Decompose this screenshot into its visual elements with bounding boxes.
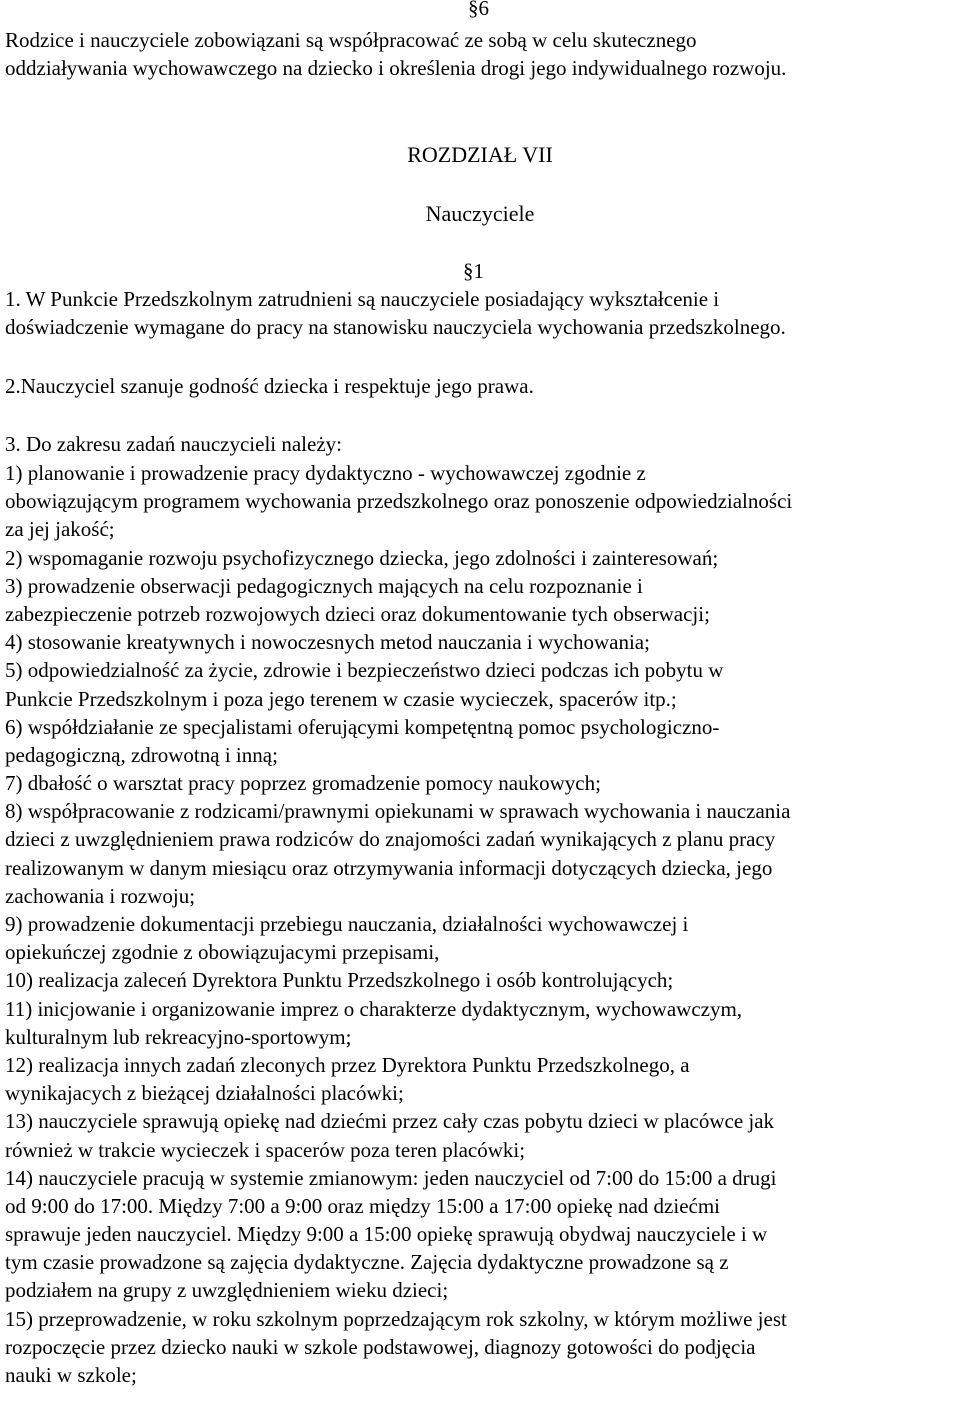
list-line: 5) odpowiedzialność za życie, zdrowie i bezpieczeństwo dzieci podczas ich pobytu w [5,658,724,683]
point-3-list [5,459,957,1389]
list-line: tym czasie prowadzone są zajęcia dydaktyczne. Zajęcia dydaktyczne prowadzone są z [5,1250,729,1275]
text-line: doświadczenie wymagane do pracy na stanowisku nauczyciela wychowania przedszkolnego. [5,315,786,340]
list-line: podziałem na grupy z uwzględnieniem wieku dzieci; [5,1278,449,1303]
list-line: 8) współpracowanie z rodzicami/prawnymi opiekunami w sprawach wychowania i nauczania [5,799,791,824]
list-line: 4) stosowanie kreatywnych i nowoczesnych metod nauczania i wychowania; [5,630,650,655]
list-line: 9) prowadzenie dokumentacji przebiegu nauczania, działalności wychowawczej i [5,912,689,936]
list-line: 15) przeprowadzenie, w roku szkolnym poprzedzającym rok szkolny, w którym możliwe jest [5,1306,787,1331]
text-line: Rodzice i nauczyciele zobowiązani są współpracować ze sobą w celu skutecznego [5,28,697,52]
point-2: 2.Nauczyciel szanuje godność dziecka i respektuje jego prawa. [5,374,534,398]
list-line: 14) nauczyciele pracują w systemie zmianowym: jeden nauczyciel od 7:00 do 15:00 a drugi [5,1165,777,1190]
list-line: wynikajacych z bieżącej działalności placówki; [5,1081,404,1106]
list-line: kulturalnym lub rekreacyjno-sportowym; [5,1024,352,1049]
chapter-subtitle: Nauczyciele [425,201,535,226]
list-line: zabezpieczenie potrzeb rozwojowych dzieci oraz dokumentowanie tych obserwacji; [5,601,710,626]
list-line: 7) dbałość o warsztat pracy poprzez gromadzenie pomocy naukowych; [5,771,601,796]
list-line: 12) realizacja innych zadań zleconych przez Dyrektora Punktu Przedszkolnego, a [5,1052,690,1077]
section-6-mark: §6 [468,0,489,20]
point-1 [5,285,957,341]
list-line: za jej jakość; [5,517,115,542]
chapter-title: ROZDZIAŁ VII [407,142,553,167]
section-1-mark: §1 [463,259,484,283]
list-line: 1) planowanie i prowadzenie pracy dydaktyczno - wychowawczej zgodnie z [5,461,646,485]
point-3-intro: 3. Do zakresu zadań nauczycieli należy: [5,432,342,456]
list-line: 11) inicjowanie i organizowanie imprez o charakterze dydaktycznym, wychowawczym, [5,996,743,1021]
list-line: opiekuńczej zgodnie z obowiązujacymi przepisami, [5,940,440,965]
list-line: również w trakcie wycieczek i spacerów poza teren placówki; [5,1137,526,1162]
list-line: sprawuje jeden nauczyciel. Między 9:00 a 15:00 opiekę sprawują obydwaj nauczyciele i w [5,1222,768,1247]
list-line: dzieci z uwzględnieniem prawa rodziców do znajomości zadań wynikających z planu pracy [5,827,776,852]
list-line: zachowania i rozwoju; [5,883,196,908]
list-line: 3) prowadzenie obserwacji pedagogicznych mających na celu rozpoznanie i [5,573,643,598]
text-line: oddziaływania wychowawczego na dziecko i określenia drogi jego indywidualnego rozwoju. [5,56,787,81]
list-line: Punkcie Przedszkolnym i poza jego terenem w czasie wycieczek, spacerów itp.; [5,686,677,711]
text-line: 1. W Punkcie Przedszkolnym zatrudnieni są nauczyciele posiadający wykształcenie i [5,287,720,311]
list-line: rozpoczęcie przez dziecko nauki w szkole podstawowej, diagnozy gotowości do podjęcia [5,1334,756,1359]
list-line: pedagogiczną, zdrowotną i inną; [5,742,278,767]
list-line: realizowanym w danym miesiącu oraz otrzymywania informacji dotyczących dziecka, jego [5,855,773,880]
list-line: nauki w szkole; [5,1363,137,1387]
list-line: 2) wspomaganie rozwoju psychofizycznego dziecka, jego zdolności i zainteresowań; [5,545,719,570]
section-6-text [5,26,957,82]
list-line: 13) nauczyciele sprawują opiekę nad dziećmi przez cały czas pobytu dzieci w placówce jak [5,1109,775,1134]
list-line: 6) współdziałanie ze specjalistami oferującymi kompetęntną pomoc psychologiczno- [5,714,720,739]
list-line: od 9:00 do 17:00. Między 7:00 a 9:00 oraz między 15:00 a 17:00 opiekę nad dziećmi [5,1193,721,1218]
list-line: 10) realizacja zaleceń Dyrektora Punktu Przedszkolnego i osób kontrolujących; [5,968,674,993]
list-line: obowiązującym programem wychowania przedszkolnego oraz ponoszenie odpowiedzialności [5,489,793,514]
